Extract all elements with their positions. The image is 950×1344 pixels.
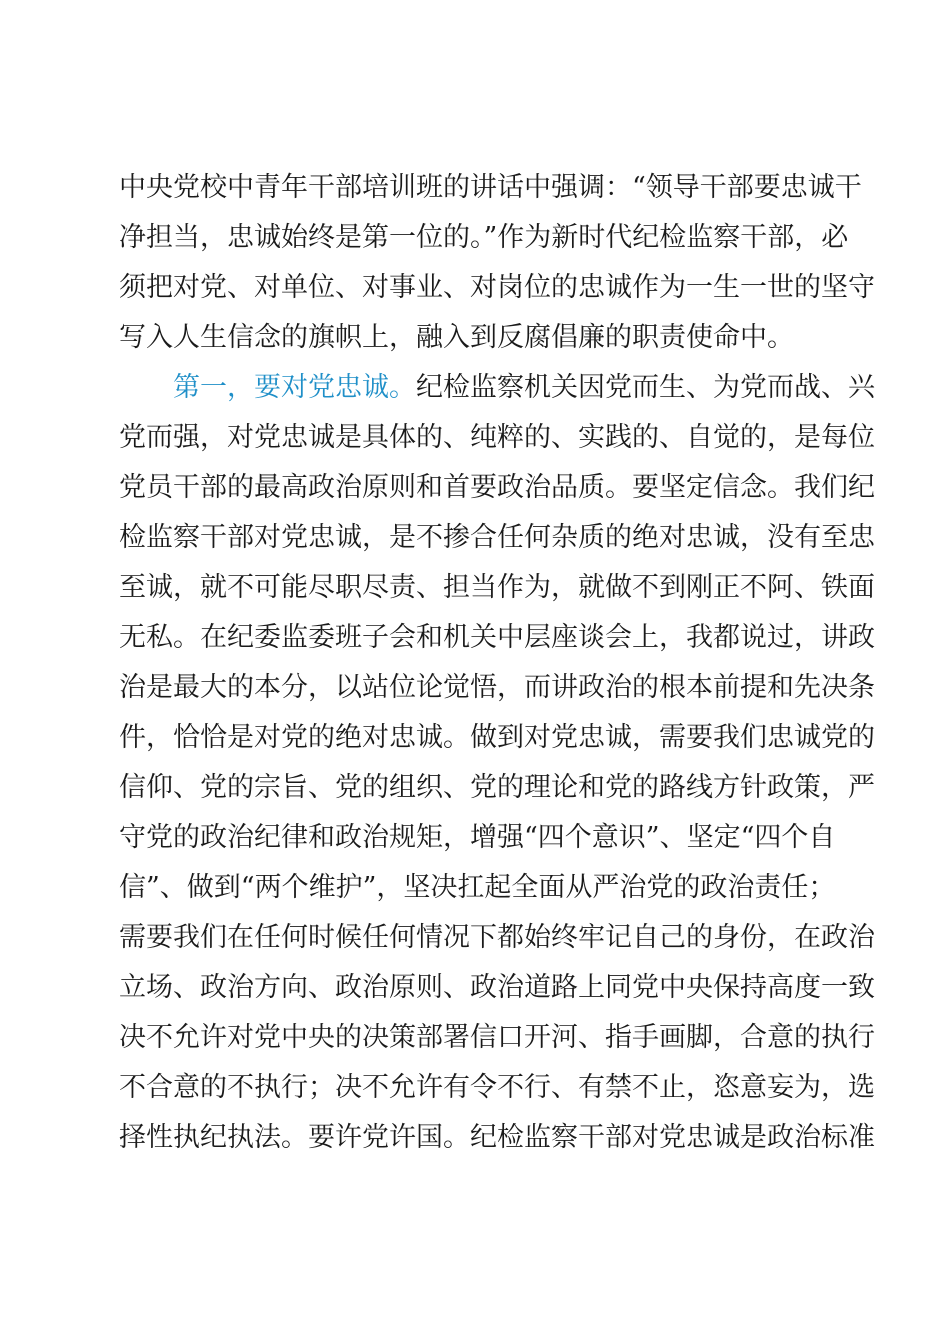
paragraph-1-line-3: 须把对党、对单位、对事业、对岗位的忠诚作为一生一世的坚守 bbox=[119, 272, 875, 303]
paragraph-2-line-1 bbox=[173, 363, 875, 413]
paragraph-2-line-14: 决不允许对党中央的决策部署信口开河、指手画脚，合意的执行 bbox=[119, 1022, 875, 1053]
paragraph-2-line-1-text: 纪检监察机关因党而生、为党而战、兴 bbox=[416, 372, 875, 403]
paragraph-1-line-4: 写入人生信念的旗帜上，融入到反腐倡廉的职责使命中。 bbox=[119, 322, 794, 353]
paragraph-2-line-12: 需要我们在任何时候任何情况下都始终牢记自己的身份，在政治 bbox=[119, 922, 875, 953]
paragraph-2-line-11: 信”、做到“两个维护”，坚决扛起全面从严治党的政治责任； bbox=[119, 872, 836, 903]
paragraph-2-line-2: 党而强，对党忠诚是具体的、纯粹的、实践的、自觉的，是每位 bbox=[119, 422, 875, 453]
paragraph-2-line-9: 信仰、党的宗旨、党的组织、党的理论和党的路线方针政策，严 bbox=[119, 772, 875, 803]
paragraph-2-line-10: 守党的政治纪律和政治规矩，增强“四个意识”、坚定“四个自 bbox=[119, 822, 836, 853]
paragraph-1-line-1: 中央党校中青年干部培训班的讲话中强调：“领导干部要忠诚干 bbox=[119, 172, 862, 203]
paragraph-2-line-7: 治是最大的本分，以站位论觉悟，而讲政治的根本前提和先决条 bbox=[119, 672, 875, 703]
paragraph-2-line-3: 党员干部的最高政治原则和首要政治品质。要坚定信念。我们纪 bbox=[119, 472, 875, 503]
paragraph-2-line-4: 检监察干部对党忠诚，是不掺合任何杂质的绝对忠诚，没有至忠 bbox=[119, 522, 875, 553]
section-heading: 第一，要对党忠诚。 bbox=[173, 372, 416, 403]
paragraph-2-line-16: 择性执纪执法。要许党许国。纪检监察干部对党忠诚是政治标准 bbox=[119, 1122, 875, 1153]
paragraph-1-line-2: 净担当，忠诚始终是第一位的。”作为新时代纪检监察干部，必 bbox=[119, 222, 849, 253]
paragraph-2-line-13: 立场、政治方向、政治原则、政治道路上同党中央保持高度一致 bbox=[119, 972, 875, 1003]
paragraph-2-line-5: 至诚，就不可能尽职尽责、担当作为，就做不到刚正不阿、铁面 bbox=[119, 572, 875, 603]
paragraph-2-line-15: 不合意的不执行；决不允许有令不行、有禁不止，恣意妄为，选 bbox=[119, 1072, 875, 1103]
paragraph-2-line-6: 无私。在纪委监委班子会和机关中层座谈会上，我都说过，讲政 bbox=[119, 622, 875, 653]
paragraph-2-line-8: 件，恰恰是对党的绝对忠诚。做到对党忠诚，需要我们忠诚党的 bbox=[119, 722, 875, 753]
